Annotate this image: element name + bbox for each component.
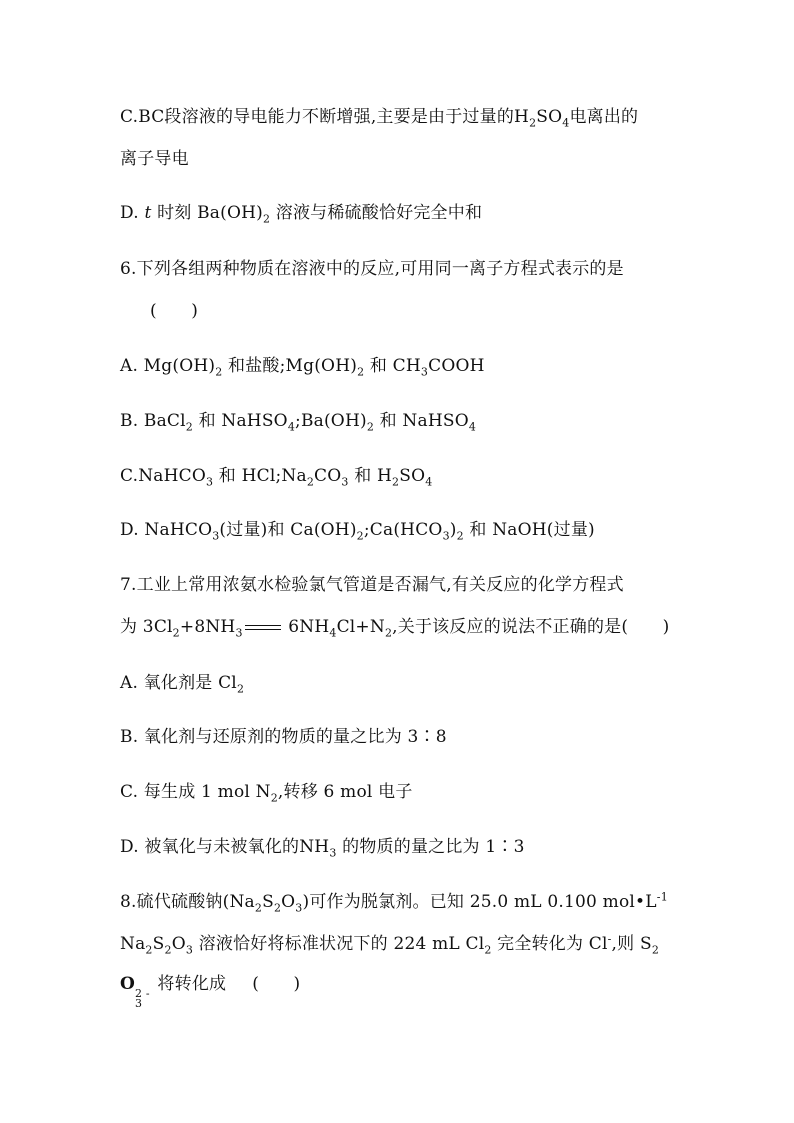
q7-option-b: B. 氧化剂与还原剂的物质的量之比为 3∶8 — [120, 727, 447, 747]
q7-equation-line: 为 $3Cl_2+8NH_3$ $6NH_4Cl+N_2$,关于该反应的说法不正确的是( ) — [120, 617, 670, 640]
q6-answer-blank: ( ) — [150, 301, 199, 321]
q8-stem-line3: O 2 - 3 将转化成 ( ) — [120, 974, 301, 1010]
q8-stem-line1: 8.硫代硫酸钠$(Na_2S_2O_3)$可作为脱氯剂。已知 25.0 mL 0.100 $mol•L^{-1}$ — [120, 890, 668, 915]
q5-option-c-cont: 离子导电 — [120, 149, 189, 169]
q7-option-d: D. 被氧化与未被氧化的$NH_3$ 的物质的量之比为 1∶3 — [120, 837, 525, 860]
q7-option-a: A. 氧化剂是 $Cl_2$ — [120, 673, 245, 696]
q6-option-b: B. BaCl$_2$ 和 $NaHSO_4;Ba(OH)_2$ 和 NaHSO$_4$ — [120, 411, 477, 434]
q7-option-c: C. 每生成 1 mol $N_2$,转移 6 mol 电子 — [120, 782, 413, 805]
q6-stem: 6.下列各组两种物质在溶液中的反应,可用同一离子方程式表示的是 — [120, 259, 624, 279]
q8-answer-blank: ( ) — [252, 974, 301, 994]
q5-option-d: D. t 时刻 $Ba(OH)_2$ 溶液与稀硫酸恰好完全中和 — [120, 203, 483, 226]
q6-option-c: C.NaHCO$_3$ 和 $HCl;Na_2CO_3$ 和 $H_2SO_4$ — [120, 466, 433, 489]
ion-charge-stack: 2 - 3 — [135, 987, 150, 1010]
q5-option-c: C.BC段溶液的导电能力不断增强,主要是由于过量的$H_2SO_4$电离出的 — [120, 107, 639, 130]
q6-option-d: D. NaHCO$_3$(过量)和 $Ca(OH)_2;Ca(HCO_3)_2$ 和 NaOH(过量) — [120, 520, 595, 543]
equals-sign — [245, 624, 281, 632]
q7-stem: 7.工业上常用浓氨水检验氯气管道是否漏气,有关反应的化学方程式 — [120, 575, 624, 595]
q6-option-a: A. $Mg(OH)_2$ 和盐酸$;Mg(OH)_2$ 和 $CH_3COOH$ — [120, 356, 485, 379]
q8-stem-line2: $Na_2S_2O_3$ 溶液恰好将标准状况下的 224 mL $Cl_2$ 完全转化为 Cl-,则 $S_2$ — [120, 932, 660, 957]
